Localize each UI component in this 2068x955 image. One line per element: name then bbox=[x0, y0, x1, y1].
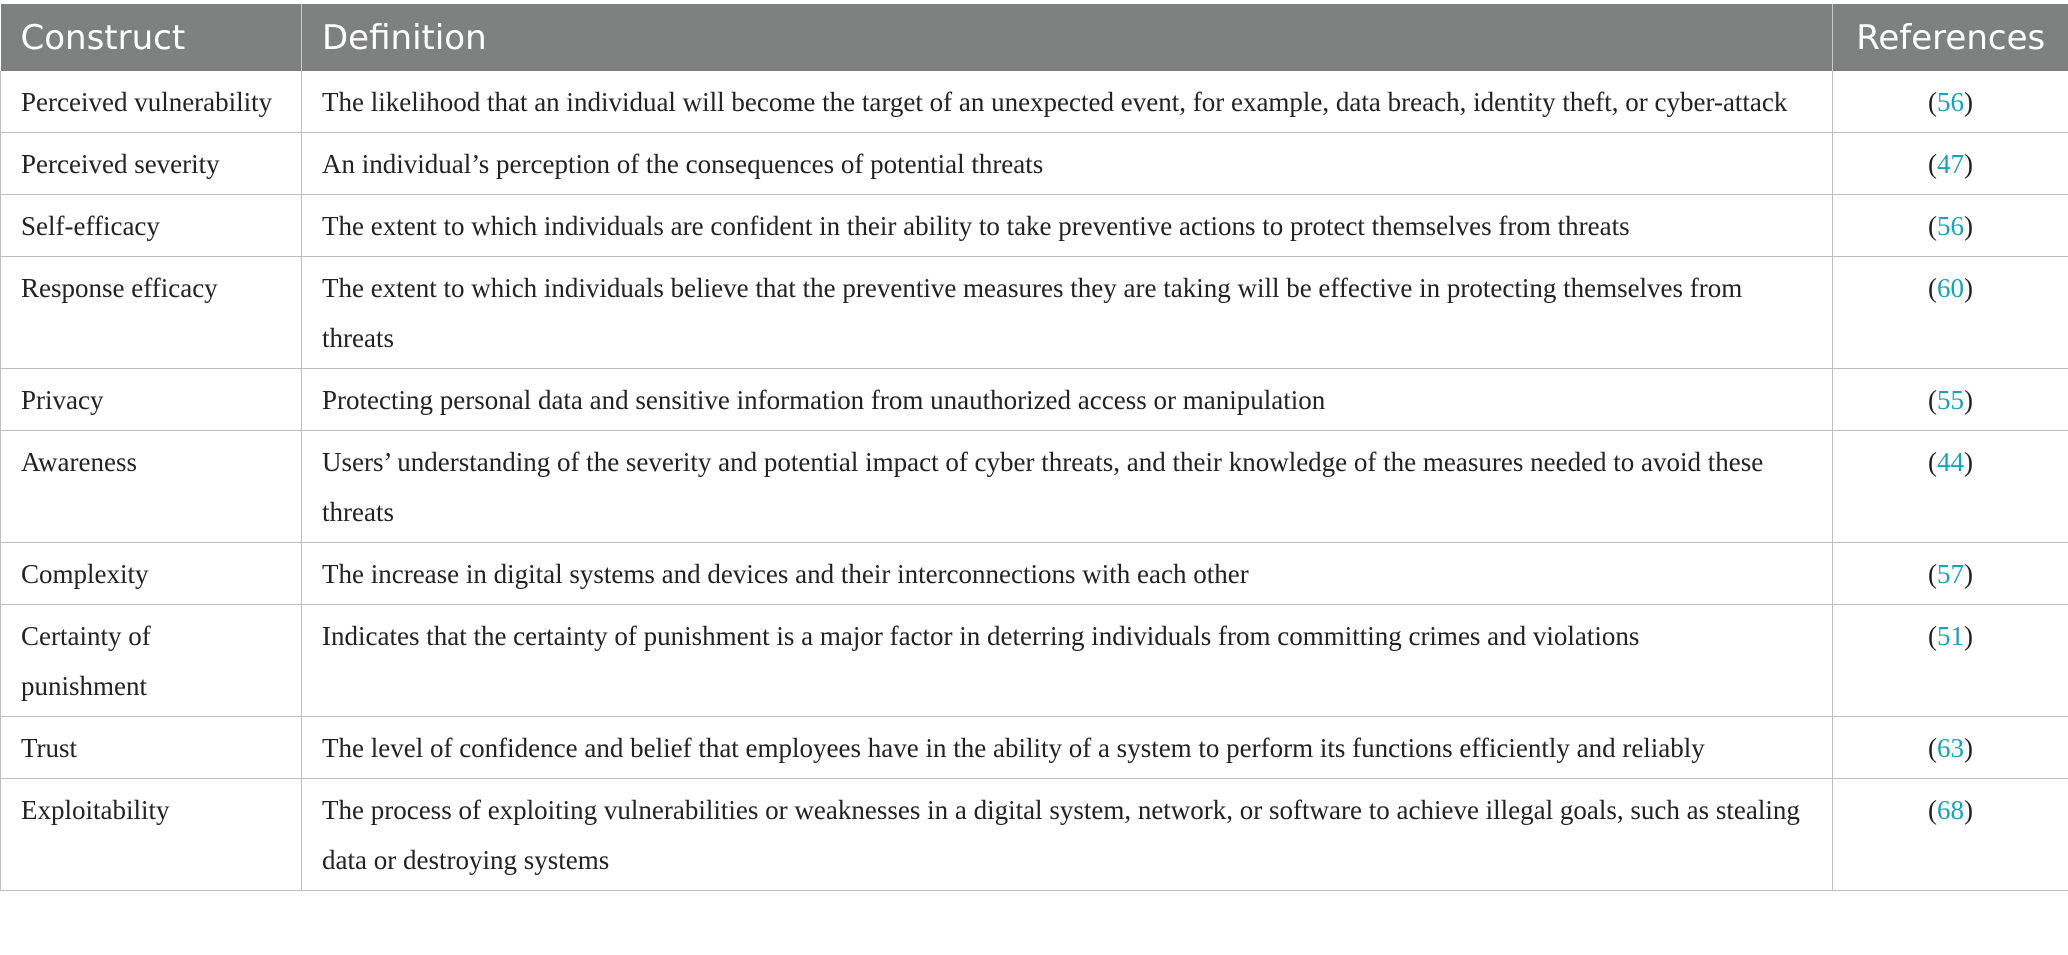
constructs-table-container bbox=[0, 4, 2068, 891]
reference-link[interactable]: 60 bbox=[1937, 273, 1964, 303]
definition-cell: The extent to which individuals are confident in their ability to take preventive actions to protect themselves from threats bbox=[302, 195, 1833, 257]
construct-cell: Self-efficacy bbox=[1, 195, 302, 257]
reference-cell bbox=[1833, 543, 2068, 605]
reference-cell bbox=[1833, 71, 2068, 133]
ref-open-paren: ( bbox=[1928, 273, 1937, 303]
table-body bbox=[1, 71, 2068, 891]
table-row bbox=[1, 257, 2068, 369]
table-row bbox=[1, 369, 2068, 431]
table-row bbox=[1, 543, 2068, 605]
ref-close-paren: ) bbox=[1964, 621, 1973, 651]
ref-close-paren: ) bbox=[1964, 795, 1973, 825]
reference-cell bbox=[1833, 779, 2068, 891]
ref-open-paren: ( bbox=[1928, 621, 1937, 651]
ref-open-paren: ( bbox=[1928, 87, 1937, 117]
table-row bbox=[1, 605, 2068, 717]
construct-cell: Perceived severity bbox=[1, 133, 302, 195]
table-row bbox=[1, 717, 2068, 779]
reference-link[interactable]: 68 bbox=[1937, 795, 1964, 825]
table-row bbox=[1, 71, 2068, 133]
ref-close-paren: ) bbox=[1964, 273, 1973, 303]
header-row bbox=[1, 4, 2068, 71]
ref-close-paren: ) bbox=[1964, 385, 1973, 415]
header-references: References bbox=[1833, 4, 2068, 71]
ref-open-paren: ( bbox=[1928, 385, 1937, 415]
definition-cell: The process of exploiting vulnerabilities or weaknesses in a digital system, network, or software to achieve illegal goals, such as stealing data or destroying systems bbox=[302, 779, 1833, 891]
ref-open-paren: ( bbox=[1928, 447, 1937, 477]
reference-link[interactable]: 51 bbox=[1937, 621, 1964, 651]
reference-link[interactable]: 55 bbox=[1937, 385, 1964, 415]
construct-cell: Perceived vulnerability bbox=[1, 71, 302, 133]
construct-cell: Response efficacy bbox=[1, 257, 302, 369]
table-row bbox=[1, 133, 2068, 195]
ref-open-paren: ( bbox=[1928, 559, 1937, 589]
table-row bbox=[1, 195, 2068, 257]
reference-cell bbox=[1833, 195, 2068, 257]
reference-link[interactable]: 44 bbox=[1937, 447, 1964, 477]
construct-cell: Trust bbox=[1, 717, 302, 779]
definition-cell: The level of confidence and belief that employees have in the ability of a system to perform its functions efficiently and reliably bbox=[302, 717, 1833, 779]
reference-link[interactable]: 47 bbox=[1937, 149, 1964, 179]
reference-link[interactable]: 56 bbox=[1937, 211, 1964, 241]
construct-cell: Awareness bbox=[1, 431, 302, 543]
ref-close-paren: ) bbox=[1964, 149, 1973, 179]
ref-close-paren: ) bbox=[1964, 87, 1973, 117]
header-definition: Definition bbox=[302, 4, 1833, 71]
definition-cell: The extent to which individuals believe that the preventive measures they are taking will be effective in protecting themselves from threats bbox=[302, 257, 1833, 369]
header-construct: Construct bbox=[1, 4, 302, 71]
ref-open-paren: ( bbox=[1928, 211, 1937, 241]
ref-open-paren: ( bbox=[1928, 149, 1937, 179]
reference-link[interactable]: 56 bbox=[1937, 87, 1964, 117]
definition-cell: Users’ understanding of the severity and potential impact of cyber threats, and their knowledge of the measures needed to avoid these threats bbox=[302, 431, 1833, 543]
definition-cell: An individual’s perception of the consequences of potential threats bbox=[302, 133, 1833, 195]
reference-link[interactable]: 57 bbox=[1937, 559, 1964, 589]
definition-cell: The increase in digital systems and devices and their interconnections with each other bbox=[302, 543, 1833, 605]
definition-cell: Indicates that the certainty of punishment is a major factor in deterring individuals from committing crimes and violations bbox=[302, 605, 1833, 717]
reference-cell bbox=[1833, 133, 2068, 195]
table-header bbox=[1, 4, 2068, 71]
reference-cell bbox=[1833, 431, 2068, 543]
ref-close-paren: ) bbox=[1964, 559, 1973, 589]
ref-close-paren: ) bbox=[1964, 211, 1973, 241]
table-row bbox=[1, 431, 2068, 543]
ref-open-paren: ( bbox=[1928, 795, 1937, 825]
reference-link[interactable]: 63 bbox=[1937, 733, 1964, 763]
construct-cell: Privacy bbox=[1, 369, 302, 431]
ref-open-paren: ( bbox=[1928, 733, 1937, 763]
definition-cell: Protecting personal data and sensitive information from unauthorized access or manipulation bbox=[302, 369, 1833, 431]
reference-cell bbox=[1833, 605, 2068, 717]
table-row bbox=[1, 779, 2068, 891]
constructs-table bbox=[0, 4, 2068, 891]
ref-close-paren: ) bbox=[1964, 447, 1973, 477]
reference-cell bbox=[1833, 717, 2068, 779]
construct-cell: Exploitability bbox=[1, 779, 302, 891]
construct-cell: Certainty of punishment bbox=[1, 605, 302, 717]
ref-close-paren: ) bbox=[1964, 733, 1973, 763]
definition-cell: The likelihood that an individual will become the target of an unexpected event, for example, data breach, identity theft, or cyber-attack bbox=[302, 71, 1833, 133]
reference-cell bbox=[1833, 257, 2068, 369]
construct-cell: Complexity bbox=[1, 543, 302, 605]
reference-cell bbox=[1833, 369, 2068, 431]
